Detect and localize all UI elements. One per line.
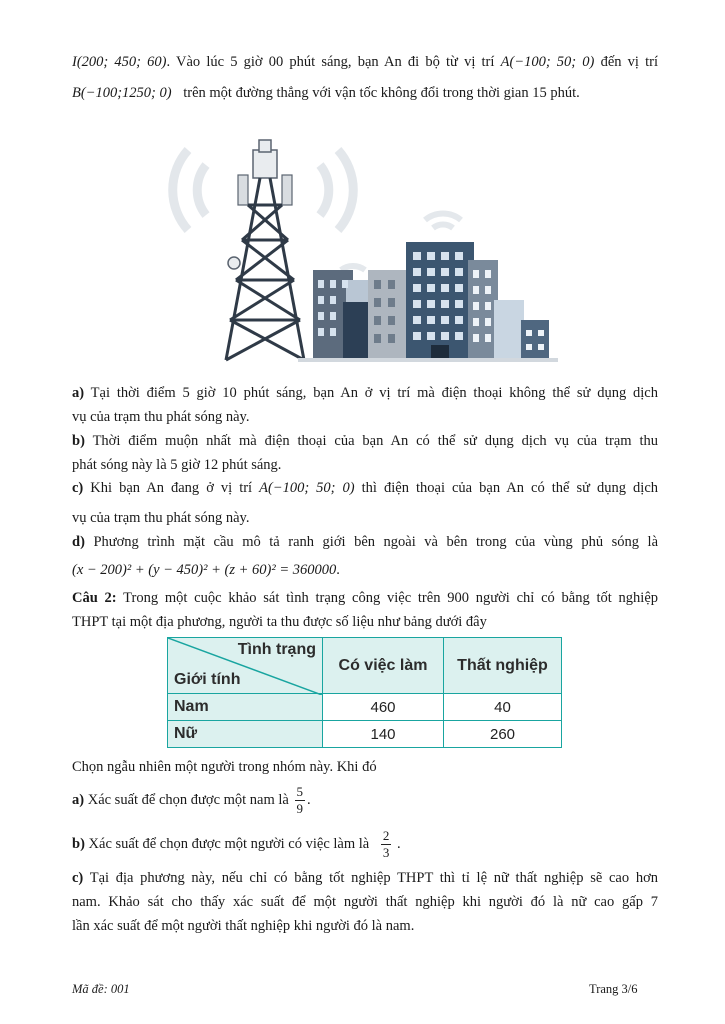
intro-line-1: [72, 52, 658, 72]
q2-a-label: a): [72, 792, 85, 808]
point-B: B(−100;1250; 0): [72, 85, 172, 101]
q1-b-label: b): [72, 433, 85, 449]
point-A: A(−100; 50; 0): [500, 54, 595, 70]
q1-d-end: .: [336, 562, 340, 578]
q2-b-label: b): [72, 836, 85, 852]
q2-a-text: Xác suất để chọn được một nam là: [87, 792, 289, 808]
city-buildings-icon: [298, 242, 558, 362]
q1-a-line-1: [72, 383, 658, 403]
q1-d-line-2: [72, 560, 658, 580]
point-I: I(200; 450; 60): [72, 54, 167, 70]
q2-text-pre: Trong một cuộc khảo sát tình trạng công việc trên: [123, 590, 441, 606]
q2-line-2: THPT tại một địa phương, người ta thu được số liệu như bảng dưới đây: [72, 614, 487, 630]
intro-text-2: đến vị trí: [600, 54, 658, 70]
header-status: Tình trạng: [237, 641, 316, 658]
q1-c-line-1: [72, 478, 658, 498]
q1-d-text: Phương trình mặt cầu mô tả ranh giới bên ngoài và bên trong của vùng phủ sóng là: [93, 534, 659, 550]
header-employed: Có việc làm: [323, 638, 444, 694]
q2-c-text: Tại địa phương này, nếu chỉ có bằng tốt nghiệp THPT thì tỉ lệ nữ thất nghiệp sẽ cao hơn: [89, 870, 658, 886]
q1-b-line-1: [72, 431, 658, 451]
intro-text-3: trên một đường thẳng với vận tốc không đổi trong thời gian 15 phút.: [183, 85, 580, 101]
fraction-a: $\frac{5}{9}$: [296, 784, 303, 817]
q2-c-line-2: nam. Khảo sát cho thấy xác suất để một người thất nghiệp khi người đó là nữ cao gấp 7: [72, 894, 658, 910]
fraction-b: $\frac{2}{3}$: [382, 828, 390, 861]
q1-c-text-pre: Khi bạn An đang ở vị trí: [90, 480, 253, 496]
q1-c-line-2: vụ của trạm thu phát sóng này.: [72, 510, 250, 526]
row-label-male: Nam: [168, 694, 323, 721]
cell-tower-city-illustration: [168, 120, 558, 375]
q2-label: Câu 2:: [72, 590, 117, 606]
intro-text-1: . Vào lúc 5 giờ 00 phút sáng, bạn An đi bộ từ vị trí: [166, 54, 495, 70]
row-label-female: Nữ: [168, 721, 323, 748]
q1-a-label: a): [72, 385, 85, 401]
employment-table: [167, 637, 562, 748]
table-row: [168, 721, 562, 748]
q2-line-1: [72, 588, 658, 608]
q2-c-line-1: [72, 868, 658, 888]
intro-line-2: [72, 83, 658, 103]
q2-choose: Chọn ngẫu nhiên một người trong nhóm này. Khi đó: [72, 759, 377, 775]
q1-a-text: Tại thời điểm 5 giờ 10 phút sáng, bạn An ở vị trí mà điện thoại không thể sử dụng dịch: [90, 385, 658, 401]
q2-c-label: c): [72, 870, 84, 886]
q1-b-line-2: phát sóng này là 5 giờ 12 phút sáng.: [72, 457, 282, 473]
q1-c-text-post: thì điện thoại của bạn An có thể sử dụng dịch: [361, 480, 659, 496]
q2-count: 900: [447, 590, 469, 606]
q1-d-label: d): [72, 534, 85, 550]
header-gender: Giới tính: [174, 671, 241, 688]
q2-a: a) Xác suất để chọn được một nam là $\frac{5}{9}$ .: [72, 784, 311, 817]
exam-code: Mã đề: 001: [72, 982, 130, 996]
q1-c-label: c): [72, 480, 84, 496]
q2-c-line-3: lần xác suất để một người thất nghiệp khi người đó là nam.: [72, 918, 415, 934]
cell-male-employed: 460: [323, 694, 444, 721]
q1-a-line-2: vụ của trạm thu phát sóng này.: [72, 409, 250, 425]
q1-c-point: A(−100; 50; 0): [259, 480, 355, 496]
q2-b-text: Xác suất để chọn được một người có việc làm là: [88, 836, 370, 852]
q1-d-line-1: [72, 532, 658, 552]
cell-tower-icon: [226, 140, 304, 360]
q2-text-post: người chỉ có bằng tốt nghiệp: [475, 590, 659, 606]
q2-b: b) Xác suất để chọn được một người có việc làm là $\frac{2}{3}$ .: [72, 828, 401, 861]
cell-male-unemployed: 40: [444, 694, 562, 721]
table-row: [168, 694, 562, 721]
header-unemployed: Thất nghiệp: [444, 638, 562, 694]
sphere-equation: (x − 200)² + (y − 450)² + (z + 60)² = 360000: [72, 562, 337, 578]
cell-female-employed: 140: [323, 721, 444, 748]
table-corner-cell: [168, 638, 323, 694]
q1-b-text: Thời điểm muộn nhất mà điện thoại của bạn An có thể sử dụng dịch vụ của trạm thu: [92, 433, 658, 449]
page-number: Trang 3/6: [589, 982, 638, 996]
cell-female-unemployed: 260: [444, 721, 562, 748]
